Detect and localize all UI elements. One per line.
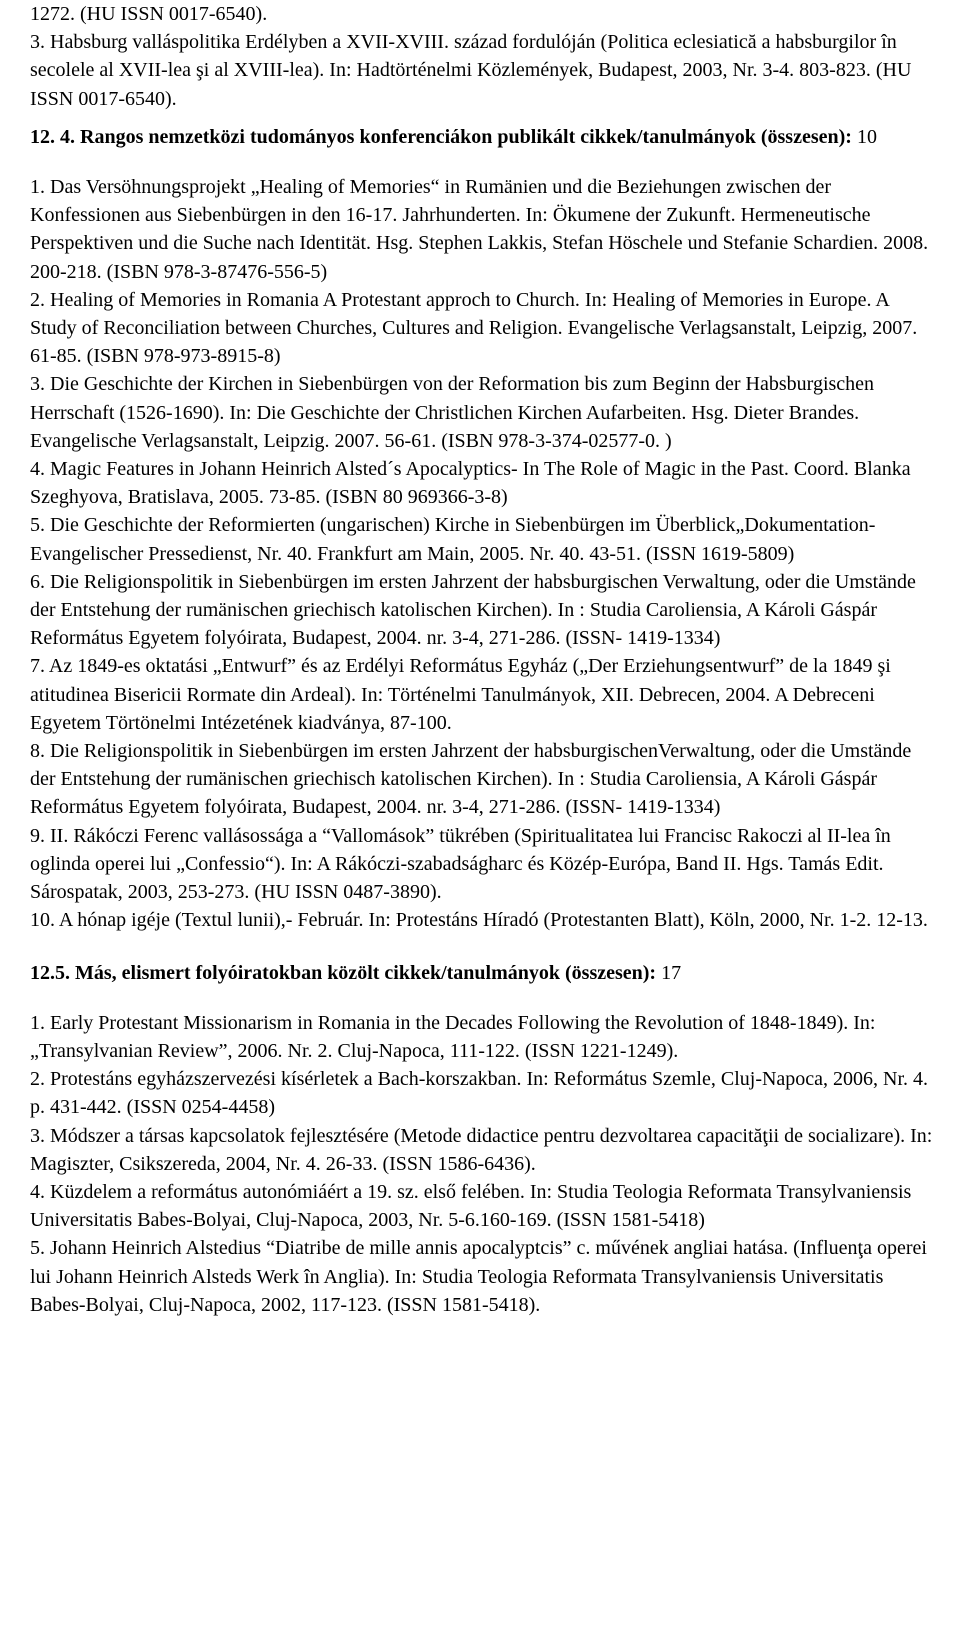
section-12-5-count: 17 bbox=[656, 961, 682, 984]
list-item: 9. II. Rákóczi Ferenc vallásossága a “Vallomások” tükrében (Spiritualitatea lui Francisc Rakoczi al II-lea în oglinda operei lui „Confessio“). In: A Rákóczi-szabadságharc és Közép-Európa, Band II. Hgs. Tamás Edit. Sárospatak, 2003, 253-273. (HU ISSN 0487-3890). bbox=[30, 824, 891, 904]
list-item: 2. Healing of Memories in Romania A Protestant approch to Church. In: Healing of Memories in Europe. A Study of Reconciliation between Churches, Cultures and Religion. Evangelische Verlagsanstalt, Leipzig, 2007. 61-85. (ISBN 978-973-8915-8) bbox=[30, 288, 918, 368]
pre-items bbox=[30, 0, 940, 113]
section-12-5-title: 12.5. Más, elismert folyóiratokban közölt cikkek/tanulmányok (összesen): bbox=[30, 961, 657, 984]
section-12-4-heading bbox=[30, 123, 940, 151]
section-12-5-list bbox=[30, 1009, 940, 1319]
list-item: 5. Johann Heinrich Alstedius “Diatribe de mille annis apocalyptcis” c. művének angliai hatása. (Influenţa operei lui Johann Heinrich Alsteds Werk în Anglia). In: Studia Teologia Reformata Transylvaniensis Universitatis Babes-Bolyai, Cluj-Napoca, 2002, 117-123. (ISSN 1581-5418). bbox=[30, 1237, 927, 1316]
section-12-4-count: 10 bbox=[851, 125, 877, 148]
section-12-5-heading bbox=[30, 959, 940, 987]
list-item: 5. Die Geschichte der Reformierten (ungarischen) Kirche in Siebenbürgen im Überblick„Dokumentation- Evangelischer Pressedienst, Nr. 40. Frankfurt am Main, 2005. Nr. 40. 43-51. (ISSN 1619-5809) bbox=[30, 514, 876, 565]
pre-item-1: 1272. (HU ISSN 0017-6540). bbox=[30, 3, 268, 25]
list-item: 10. A hónap igéje (Textul lunii),- Február. In: Protestáns Híradó (Protestanten Blatt), Köln, 2000, Nr. 1-2. 12-13. bbox=[30, 909, 928, 932]
list-item: 4. Küzdelem a református autonómiáért a 19. sz. első felében. In: Studia Teologia Reformata Transylvaniensis Universitatis Babes-Bolyai, Cluj-Napoca, 2003, Nr. 5-6.160-169. (ISSN 1581-5418) bbox=[30, 1180, 912, 1232]
list-item: 8. Die Religionspolitik in Siebenbürgen im ersten Jahrzent der habsburgischenVerwaltung, oder die Umstände der Entstehung der rumänischen griechisch katolischen Kirchen). In : Studia Caroliensia, A Károli Gáspár Református Egyetem folyóirata, Budapest, 2004. nr. 3-4, 271-286. (ISSN- 1419-1334) bbox=[30, 740, 912, 819]
list-item: 2. Protestáns egyházszervezési kísérletek a Bach-korszakban. In: Református Szemle, Cluj-Napoca, 2006, Nr. 4. p. 431-442. (ISSN 0254-4458) bbox=[30, 1068, 929, 1119]
section-12-4-title: 12. 4. Rangos nemzetközi tudományos konferenciákon publikált cikkek/tanulmányok (összesen): bbox=[30, 125, 852, 148]
list-item: 4. Magic Features in Johann Heinrich Alsted´s Apocalyptics- In The Role of Magic in the Past. Coord. Blanka Szeghyova, Bratislava, 2005. 73-85. (ISBN 80 969366-3-8) bbox=[30, 458, 911, 509]
document-page bbox=[30, 0, 940, 1319]
list-item: 1. Das Versöhnungsprojekt „Healing of Memories“ in Rumänien und die Beziehungen zwischen der Konfessionen aus Siebenbürgen in den 16-17. Jahrhunderten. In: Ökumene der Zukunft. Hermeneutische Perspektiven und die Suche nach Identität. Hsg. Stephen Lakkis, Stefan Höschele und Stefanie Schardien. 2008. 200-218. (ISBN 978-3-87476-556-5) bbox=[30, 176, 929, 283]
list-item: 7. Az 1849-es oktatási „Entwurf” és az Erdélyi Református Egyház („Der Erziehungsentwurf” de la 1849 şi atitudinea Bisericii Rormate din Ardeal). In: Történelmi Tanulmányok, XII. Debrecen, 2004. A Debreceni Egyetem Törtönelmi Intézetének kiadványa, 87-100. bbox=[30, 655, 891, 734]
section-12-4-list bbox=[30, 173, 940, 934]
list-item: 3. Die Geschichte der Kirchen in Siebenbürgen von der Reformation bis zum Beginn der Habsburgischen Herrschaft (1526-1690). In: Die Geschichte der Christlichen Kirchen Aufarbeiten. Hsg. Dieter Brandes. Evangelische Verlagsanstalt, Leipzig. 2007. 56-61. (ISBN 978-3-374-02577-0. ) bbox=[30, 373, 875, 452]
list-item: 3. Módszer a társas kapcsolatok fejlesztésére (Metode didactice pentru dezvoltarea capacităţii de socializare). In: Magiszter, Csikszereda, 2004, Nr. 4. 26-33. (ISSN 1586-6436). bbox=[30, 1124, 933, 1175]
list-item: 6. Die Religionspolitik in Siebenbürgen im ersten Jahrzent der habsburgischen Verwaltung, oder die Umstände der Entstehung der rumänischen griechisch katolischen Kirchen). In : Studia Caroliensia, A Károli Gáspár Református Egyetem folyóirata, Budapest, 2004. nr. 3-4, 271-286. (ISSN- 1419-1334) bbox=[30, 570, 916, 650]
pre-item-2: 3. Habsburg valláspolitika Erdélyben a XVII-XVIII. század fordulóján (Politica eclesiatică a habsburgilor în secolele al XVII-lea şi al XVIII-lea). In: Hadtörténelmi Közlemények, Budapest, 2003, Nr. 3-4. 803-823. (HU ISSN 0017-6540). bbox=[30, 31, 912, 110]
list-item: 1. Early Protestant Missionarism in Romania in the Decades Following the Revolution of 1848-1849). In: „Transylvanian Review”, 2006. Nr. 2. Cluj-Napoca, 111-122. (ISSN 1221-1249). bbox=[30, 1011, 876, 1062]
